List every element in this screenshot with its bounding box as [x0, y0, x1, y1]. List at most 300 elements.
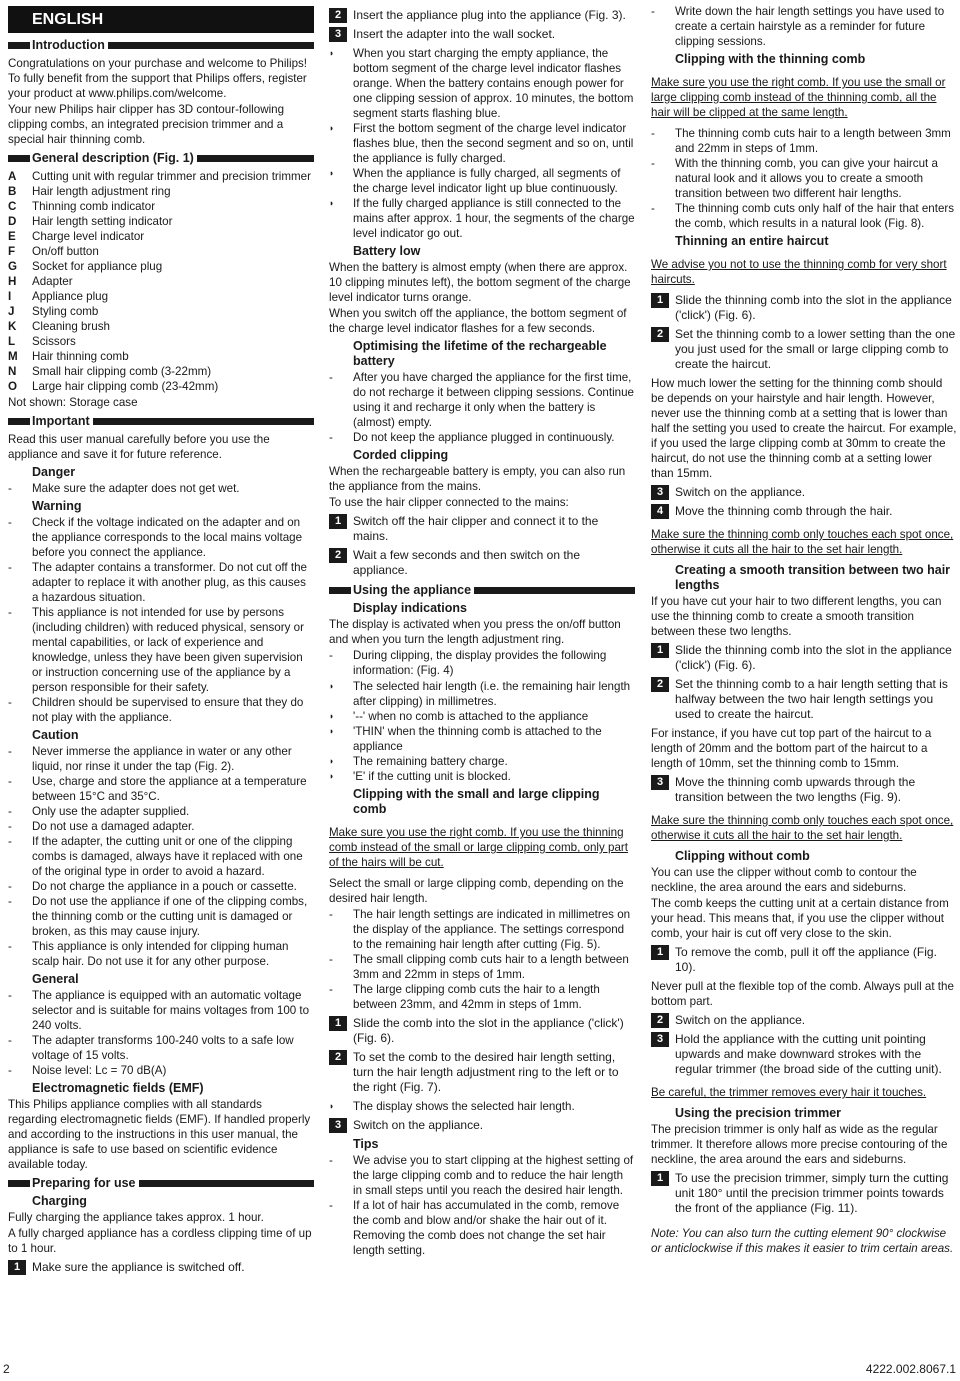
subsection-heading: Caution: [32, 728, 79, 742]
list-marker: -: [8, 1034, 12, 1047]
step: [651, 504, 957, 519]
step-text: Slide the thinning comb into the slot in the appliance ('click') (Fig. 6).: [675, 643, 952, 672]
heading-bar-left: [8, 155, 30, 162]
heading-bar-right: [474, 587, 635, 594]
list-marker: K: [8, 320, 17, 333]
list-marker: -: [8, 820, 12, 833]
list-marker: -: [329, 431, 333, 444]
column-left: [8, 6, 314, 1361]
paragraph: For instance, if you have cut top part of the haircut to a length of 20mm and the bottom part of the haircut to a length of 10mm, set the thinning comb to 15mm.: [651, 727, 932, 770]
list-item-text: This appliance is only intended for clipping human scalp hair. Do not use it for any other purpose.: [32, 940, 289, 968]
list-item-text: Make sure the adapter does not get wet.: [32, 482, 240, 495]
list-marker: J: [8, 305, 15, 318]
paragraph: The comb keeps the cutting unit at a certain distance from your head. This means that, if you use the clipper without comb, your hair is cut off very close to the skin.: [651, 897, 949, 940]
list-marker: -: [8, 606, 12, 619]
list-marker: -: [8, 482, 12, 495]
paragraph: Select the small or large clipping comb, depending on the desired hair length.: [329, 877, 624, 905]
list-item: [8, 744, 314, 774]
heading-bar-left: [329, 587, 351, 594]
list-item-text: Adapter: [32, 275, 73, 288]
list-marker: -: [329, 953, 333, 966]
list-item: [8, 819, 314, 834]
list-item-text: The small clipping comb cuts hair to a length between 3mm and 22mm in steps of 1mm.: [353, 953, 629, 981]
list-marker: ◗: [329, 756, 335, 766]
step-text: Switch on the appliance.: [353, 1118, 484, 1132]
dash-list: [329, 370, 635, 445]
list-item-text: Write down the hair length settings you have used to create a certain hairstyle as a reminder for future clipping sessions.: [675, 5, 945, 48]
paragraph: Not shown: Storage case: [8, 396, 138, 409]
bullet-list: [329, 46, 635, 241]
list-item: [8, 515, 314, 560]
list-item: [8, 169, 314, 184]
list-item: [8, 1063, 314, 1078]
paragraph: The precision trimmer is only half as wide as the regular trimmer. It therefore allows more precise contouring of the neckline, the area around the ears and sideburns.: [651, 1123, 948, 1166]
step-number: 2: [329, 1050, 347, 1065]
step-text: To use the precision trimmer, simply turn the cutting unit 180° until the precision trimmer points towards the front of the appliance (Fig. 11).: [675, 1171, 949, 1215]
list-marker: -: [8, 516, 12, 529]
list-item: [329, 754, 635, 769]
subsection-heading: Thinning an entire haircut: [675, 234, 829, 248]
list-marker: O: [8, 380, 18, 393]
step: [651, 327, 957, 372]
list-item-text: When you start charging the empty appliance, the bottom segment of the charge level indicator flashes orange. When the battery contains enough power for one clipping session of approx. 10 minutes, the bottom segment starts flashing blue.: [353, 47, 634, 120]
step: [329, 548, 635, 578]
dash-list: [651, 126, 957, 231]
list-item: [8, 379, 314, 394]
step-text: Hold the appliance with the cutting unit pointing upwards and make downward strokes with the regular trimmer (the broad side of the cutting unit).: [675, 1032, 942, 1076]
list-item-text: Charge level indicator: [32, 230, 145, 243]
underlined-notice: We advise you not to use the thinning comb for very short haircuts.: [651, 258, 947, 286]
section-heading-text: Introduction: [32, 38, 105, 52]
subsection-heading: Electromagnetic fields (EMF): [32, 1081, 204, 1095]
step: [651, 643, 957, 673]
list-marker: -: [651, 202, 655, 215]
list-item: [8, 214, 314, 229]
list-item-text: The thinning comb cuts only half of the hair that enters the comb, which results in a natural look (Fig. 8).: [675, 202, 955, 230]
step-number: 2: [651, 327, 669, 342]
step-number: 3: [651, 775, 669, 790]
subsection-heading: Clipping with the small and large clipping comb: [353, 787, 600, 816]
list-item-text: Do not charge the appliance in a pouch or cassette.: [32, 880, 297, 893]
section-heading-text: General description (Fig. 1): [32, 151, 194, 165]
step-text: Switch on the appliance.: [675, 485, 806, 499]
list-item: [8, 349, 314, 364]
list-marker: -: [8, 989, 12, 1002]
section-heading-text: Important: [32, 414, 90, 428]
list-item-text: Thinning comb indicator: [32, 200, 156, 213]
list-item: [651, 201, 957, 231]
step-number: 3: [651, 1032, 669, 1047]
step-number: 3: [329, 1118, 347, 1133]
step-text: Insert the appliance plug into the appliance (Fig. 3).: [353, 8, 626, 22]
list-item-text: On/off button: [32, 245, 99, 258]
list-item: [329, 1099, 635, 1114]
note-text: Note: You can also turn the cutting element 90° clockwise or anticlockwise if this makes it easier to trim certain areas.: [651, 1227, 954, 1255]
list-marker: M: [8, 350, 18, 363]
list-marker: ◗: [329, 1101, 335, 1111]
subsection-heading: Charging: [32, 1194, 87, 1208]
subsection-heading: Corded clipping: [353, 448, 449, 462]
list-item-text: Large hair clipping comb (23-42mm): [32, 380, 219, 393]
subsection-heading: Clipping with the thinning comb: [675, 52, 866, 66]
underlined-notice: Make sure you use the right comb. If you use the small or large clipping comb instead of the thinning comb, all the hair will be clipped at the same length.: [651, 76, 946, 119]
list-item: [8, 319, 314, 334]
step: [329, 1118, 635, 1133]
list-item: [8, 804, 314, 819]
list-item-text: If a lot of hair has accumulated in the comb, remove the comb and blow and/or shake the hair out of it. Removing the comb does not change the set hair length setting.: [353, 1199, 620, 1257]
list-marker: -: [8, 561, 12, 574]
list-item-text: 'THIN' when the thinning comb is attached to the appliance: [353, 725, 602, 753]
list-item: [8, 229, 314, 244]
list-marker: -: [329, 649, 333, 662]
column-middle: [329, 4, 635, 1359]
step-text: Wait a few seconds and then switch on the appliance.: [353, 548, 581, 577]
list-item: [8, 199, 314, 214]
list-item-text: With the thinning comb, you can give your haircut a natural look and it allows you to create a smooth transition between two different hair lengths.: [675, 157, 938, 200]
step-number: 1: [329, 514, 347, 529]
list-item: [8, 481, 314, 496]
step: [651, 1171, 957, 1216]
list-item: [8, 560, 314, 605]
list-item: [8, 834, 314, 879]
column-middle-content: [329, 8, 635, 1258]
list-item: [8, 1033, 314, 1063]
paragraph: Read this user manual carefully before you use the appliance and save it for future reference.: [8, 433, 270, 461]
paragraph: Fully charging the appliance takes approx. 1 hour.: [8, 1211, 264, 1224]
list-item: [8, 894, 314, 939]
list-item-text: Small hair clipping comb (3-22mm): [32, 365, 212, 378]
paragraph: How much lower the setting for the thinning comb should be depends on your hairstyle and hair length. However, never use the thinning comb at a setting that is lower than half the setting you used to create the haircut. For example, if you used the large clipping comb at 30mm to create the haircut, do not use the thinning comb at a setting lower than 15mm.: [651, 377, 957, 480]
step-text: Switch off the hair clipper and connect it to the mains.: [353, 514, 599, 543]
step-number: 1: [651, 945, 669, 960]
list-marker: D: [8, 215, 17, 228]
list-item: [651, 126, 957, 156]
list-item: [8, 274, 314, 289]
step-number: 2: [651, 1013, 669, 1028]
list-item-text: Check if the voltage indicated on the adapter and on the appliance corresponds to the local mains voltage before you connect the appliance.: [32, 516, 303, 559]
list-item-text: Do not use a damaged adapter.: [32, 820, 195, 833]
list-item: [8, 605, 314, 695]
step-text: Slide the thinning comb into the slot in the appliance ('click') (Fig. 6).: [675, 293, 952, 322]
dash-list: [651, 4, 957, 49]
paragraph: You can use the clipper without comb to contour the neckline, the area around the ears and sideburns.: [651, 866, 917, 894]
step-text: Move the thinning comb through the hair.: [675, 504, 893, 518]
list-item-text: The display shows the selected hair length.: [353, 1100, 575, 1113]
subsection-heading: Clipping without comb: [675, 849, 810, 863]
step: [329, 1050, 635, 1095]
list-item: [329, 46, 635, 121]
list-marker: -: [8, 940, 12, 953]
dash-list: [329, 648, 635, 678]
column-right: [651, 4, 957, 1359]
list-item-text: This appliance is not intended for use by persons (including children) with reduced physical, sensory or mental capabilities, or lack of experience and knowledge, unless they have been given supervision or instruction concerning use of the appliance by a person responsible for their safety.: [32, 606, 304, 694]
step-text: To set the comb to the desired hair length setting, turn the hair length adjustment ring to the left or to the right (Fig. 7).: [353, 1050, 619, 1094]
heading-bar-right: [93, 418, 314, 425]
list-item-text: During clipping, the display provides the following information: (Fig. 4): [353, 649, 607, 677]
step: [329, 514, 635, 544]
list-item-text: Hair thinning comb: [32, 350, 129, 363]
list-item: [8, 304, 314, 319]
list-marker: ◗: [329, 168, 335, 178]
section-heading-text: Preparing for use: [32, 1176, 136, 1190]
heading-bar-right: [139, 1180, 315, 1187]
list-item-text: Scissors: [32, 335, 76, 348]
list-item-text: Do not use the appliance if one of the clipping combs, the thinning comb or the cutting unit is damaged or broken, as this may cause injury.: [32, 895, 308, 938]
list-item: [8, 244, 314, 259]
list-marker: -: [329, 1199, 333, 1212]
dash-list: [8, 988, 314, 1078]
paragraph: When the rechargeable battery is empty, you can also run the appliance from the mains.: [329, 465, 626, 493]
list-item-text: First the bottom segment of the charge level indicator flashes blue, then the second segment and so on, until the appliance is fully charged.: [353, 122, 634, 165]
section-heading: [8, 150, 314, 166]
step-text: Set the thinning comb to a lower setting than the one you just used for the small or large clipping comb to create the haircut.: [675, 327, 956, 371]
list-item: [329, 166, 635, 196]
bullet-list: [329, 1099, 635, 1114]
section-heading: [329, 582, 635, 598]
step-number: 3: [329, 27, 347, 42]
list-item-text: The thinning comb cuts hair to a length between 3mm and 22mm in steps of 1mm.: [675, 127, 951, 155]
list-item: [329, 196, 635, 241]
step: [651, 677, 957, 722]
list-item-text: Children should be supervised to ensure that they do not play with the appliance.: [32, 696, 304, 724]
list-item-text: Never immerse the appliance in water or any other liquid, nor rinse it under the tap (Fig. 2).: [32, 745, 292, 773]
list-marker: -: [8, 775, 12, 788]
list-item: [8, 289, 314, 304]
step-number: 2: [651, 677, 669, 692]
step: [329, 1016, 635, 1046]
list-item-text: The remaining battery charge.: [353, 755, 508, 768]
step-number: 1: [651, 1171, 669, 1186]
step: [651, 293, 957, 323]
list-item-text: Hair length setting indicator: [32, 215, 173, 228]
list-item: [329, 121, 635, 166]
list-marker: -: [329, 371, 333, 384]
list-item: [8, 334, 314, 349]
list-item-text: Use, charge and store the appliance at a temperature between 15°C and 35°C.: [32, 775, 307, 803]
subsection-heading: Using the precision trimmer: [675, 1106, 842, 1120]
list-item-text: Socket for appliance plug: [32, 260, 163, 273]
list-marker: ◗: [329, 681, 335, 691]
list-marker: -: [651, 127, 655, 140]
list-item-text: 'E' if the cutting unit is blocked.: [353, 770, 511, 783]
list-marker: H: [8, 275, 17, 288]
language-header: ENGLISH: [8, 6, 314, 33]
list-item: [329, 709, 635, 724]
dash-list: [329, 907, 635, 1012]
list-item: [8, 988, 314, 1033]
list-item: [329, 679, 635, 709]
list-item-text: Noise level: Lc = 70 dB(A): [32, 1064, 167, 1077]
subsection-heading: General: [32, 972, 79, 986]
list-item: [8, 259, 314, 274]
list-item: [329, 1198, 635, 1258]
list-marker: -: [8, 895, 12, 908]
heading-bar-right: [197, 155, 314, 162]
dash-list: [8, 515, 314, 725]
list-item: [329, 982, 635, 1012]
list-marker: G: [8, 260, 18, 273]
paragraph: When you switch off the appliance, the bottom segment of the charge level indicator flashes for a few seconds.: [329, 307, 627, 335]
list-marker: -: [651, 5, 655, 18]
list-item-text: The adapter contains a transformer. Do not cut off the adapter to replace it with another plug, as this causes a hazardous situation.: [32, 561, 307, 604]
list-item-text: Do not keep the appliance plugged in continuously.: [353, 431, 615, 444]
document-code: 4222.002.8067.1: [865, 1362, 956, 1376]
paragraph: This Philips appliance complies with all standards regarding electromagnetic fields (EMF). If handled properly and according to the instructions in this user manual, the appliance is safe to use based on scientific evidence available today.: [8, 1098, 311, 1171]
list-item-text: Cutting unit with regular trimmer and precision trimmer: [32, 170, 311, 183]
section-heading-text: Using the appliance: [353, 583, 472, 597]
section-heading: [8, 1175, 314, 1191]
step-text: To remove the comb, pull it off the appliance (Fig. 10).: [675, 945, 937, 974]
list-marker: -: [651, 157, 655, 170]
subsection-heading: Warning: [32, 499, 82, 513]
paragraph: Congratulations on your purchase and welcome to Philips! To fully benefit from the support that Philips offers, register your product at www.philips.com/welcome.: [8, 57, 308, 100]
list-item-text: '--' when no comb is attached to the appliance: [353, 710, 589, 723]
step-number: 1: [651, 293, 669, 308]
list-marker: -: [8, 1064, 12, 1077]
heading-bar-left: [8, 1180, 30, 1187]
list-item: [8, 364, 314, 379]
list-item: [329, 952, 635, 982]
list-marker: -: [329, 908, 333, 921]
list-item: [8, 695, 314, 725]
list-marker: -: [329, 1154, 333, 1167]
list-item-text: The adapter transforms 100-240 volts to a safe low voltage of 15 volts.: [32, 1034, 294, 1062]
heading-bar-right: [108, 42, 314, 49]
dash-list: [8, 744, 314, 969]
list-item: [329, 370, 635, 430]
list-marker: L: [8, 335, 16, 348]
list-marker: -: [8, 696, 12, 709]
list-marker: -: [8, 835, 12, 848]
list-item-text: Only use the adapter supplied.: [32, 805, 190, 818]
step: [329, 8, 635, 23]
list-marker: -: [329, 983, 333, 996]
step-number: 1: [329, 1016, 347, 1031]
list-marker: -: [8, 880, 12, 893]
list-item-text: The selected hair length (i.e. the remaining hair length after clipping) in millimetres.: [353, 680, 631, 708]
list-item: [329, 430, 635, 445]
list-marker: F: [8, 245, 16, 258]
step-text: Slide the comb into the slot in the appliance ('click') (Fig. 6).: [353, 1016, 624, 1045]
bullet-list: [329, 679, 635, 784]
list-item-text: The appliance is equipped with an automatic voltage selector and is suitable for mains voltages from 100 to 240 volts.: [32, 989, 310, 1032]
step-number: 1: [8, 1260, 26, 1275]
step: [329, 27, 635, 42]
step-number: 3: [651, 485, 669, 500]
list-item: [329, 769, 635, 784]
list-item: [651, 4, 957, 49]
underlined-notice: Make sure you use the right comb. If you use the thinning comb instead of the small or large clipping comb, only part of the hairs will be cut.: [329, 826, 629, 869]
list-marker: ◗: [329, 711, 335, 721]
list-marker: -: [8, 745, 12, 758]
list-item: [329, 1153, 635, 1198]
section-heading: [8, 413, 314, 429]
paragraph: The display is activated when you press the on/off button and when you turn the length adjustment ring.: [329, 618, 621, 646]
section-heading: [8, 37, 314, 53]
step: [651, 1013, 957, 1028]
step-number: 1: [651, 643, 669, 658]
step-number: 2: [329, 8, 347, 23]
list-item-text: Cleaning brush: [32, 320, 110, 333]
subsection-heading: Battery low: [353, 244, 421, 258]
subsection-heading: Display indications: [353, 601, 467, 615]
underlined-notice: Make sure the thinning comb only touches each spot once, otherwise it cuts all the hair to the set hair length.: [651, 528, 954, 556]
list-item: [8, 939, 314, 969]
underlined-notice: Make sure the thinning comb only touches each spot once, otherwise it cuts all the hair to the set hair length.: [651, 814, 954, 842]
underlined-notice: Be careful, the trimmer removes every hair it touches.: [651, 1086, 927, 1099]
step: [651, 485, 957, 500]
step: [651, 945, 957, 975]
list-item-text: If the adapter, the cutting unit or one of the clipping combs is damaged, always have it replaced with one of the original type in order to avoid a hazard.: [32, 835, 303, 878]
paragraph: Never pull at the flexible top of the comb. Always pull at the bottom part.: [651, 980, 954, 1008]
list-item-text: When the appliance is fully charged, all segments of the charge level indicator light up blue continuously.: [353, 167, 621, 195]
list-marker: ◗: [329, 771, 335, 781]
list-marker: C: [8, 200, 17, 213]
step-text: Switch on the appliance.: [675, 1013, 806, 1027]
list-item: [651, 156, 957, 201]
list-item: [8, 879, 314, 894]
list-marker: A: [8, 170, 17, 183]
parts-list: [8, 169, 314, 394]
paragraph: When the battery is almost empty (when there are approx. 10 clipping minutes left), the bottom segment of the charge level indicator turns orange.: [329, 261, 631, 304]
list-item-text: The hair length settings are indicated in millimetres on the display of the appliance. The settings correspond to the remaining hair length after cutting (Fig. 5).: [353, 908, 631, 951]
dash-list: [8, 481, 314, 496]
heading-bar-left: [8, 418, 30, 425]
list-item-text: Styling comb: [32, 305, 99, 318]
list-marker: ◗: [329, 198, 335, 208]
list-item-text: We advise you to start clipping at the highest setting of the large clipping comb and to reduce the hair length in small steps until you reach the desired hair length.: [353, 1154, 634, 1197]
step-number: 2: [329, 548, 347, 563]
step-text: Move the thinning comb upwards through the transition between the two lengths (Fig. 9).: [675, 775, 916, 804]
step: [8, 1260, 314, 1275]
list-item-text: The large clipping comb cuts the hair to a length between 23mm, and 42mm in steps of 1mm.: [353, 983, 600, 1011]
step: [651, 775, 957, 805]
list-item-text: Appliance plug: [32, 290, 109, 303]
paragraph: To use the hair clipper connected to the mains:: [329, 496, 569, 509]
column-right-content: [651, 4, 957, 1256]
list-marker: I: [8, 290, 12, 303]
subsection-heading: Tips: [353, 1137, 379, 1151]
paragraph: A fully charged appliance has a cordless clipping time of up to 1 hour.: [8, 1227, 312, 1255]
list-marker: N: [8, 365, 17, 378]
list-marker: E: [8, 230, 16, 243]
column-left-content: [8, 37, 314, 1275]
step-text: Set the thinning comb to a hair length setting that is halfway between the two hair length settings you used to create the haircut.: [675, 677, 948, 721]
list-item: [8, 774, 314, 804]
list-item-text: Hair length adjustment ring: [32, 185, 171, 198]
dash-list: [329, 1153, 635, 1258]
step: [651, 1032, 957, 1077]
subsection-heading: Creating a smooth transition between two hair lengths: [675, 563, 951, 592]
list-item: [8, 184, 314, 199]
list-marker: B: [8, 185, 17, 198]
list-item-text: If the fully charged appliance is still connected to the mains after approx. 1 hour, the segments of the charge level indicator go out.: [353, 197, 635, 240]
subsection-heading: Danger: [32, 465, 76, 479]
list-item-text: After you have charged the appliance for the first time, do not recharge it between clipping sessions. Continue using it and recharge it only when the battery is (almost) empty.: [353, 371, 635, 429]
list-marker: -: [8, 805, 12, 818]
heading-bar-left: [8, 42, 30, 49]
list-item: [329, 648, 635, 678]
paragraph: Your new Philips hair clipper has 3D contour-following clipping combs, an integrated precision trimmer and a special hair thinning comb.: [8, 103, 285, 146]
list-marker: ◗: [329, 123, 335, 133]
list-marker: ◗: [329, 726, 335, 736]
step-text: Insert the adapter into the wall socket.: [353, 27, 556, 41]
paragraph: If you have cut your hair to two different lengths, you can use the thinning comb to create a smooth transition between these two lengths.: [651, 595, 942, 638]
page-number: 2: [3, 1362, 10, 1376]
step-number: 4: [651, 504, 669, 519]
step-text: Make sure the appliance is switched off.: [32, 1260, 245, 1274]
list-marker: ◗: [329, 48, 335, 58]
